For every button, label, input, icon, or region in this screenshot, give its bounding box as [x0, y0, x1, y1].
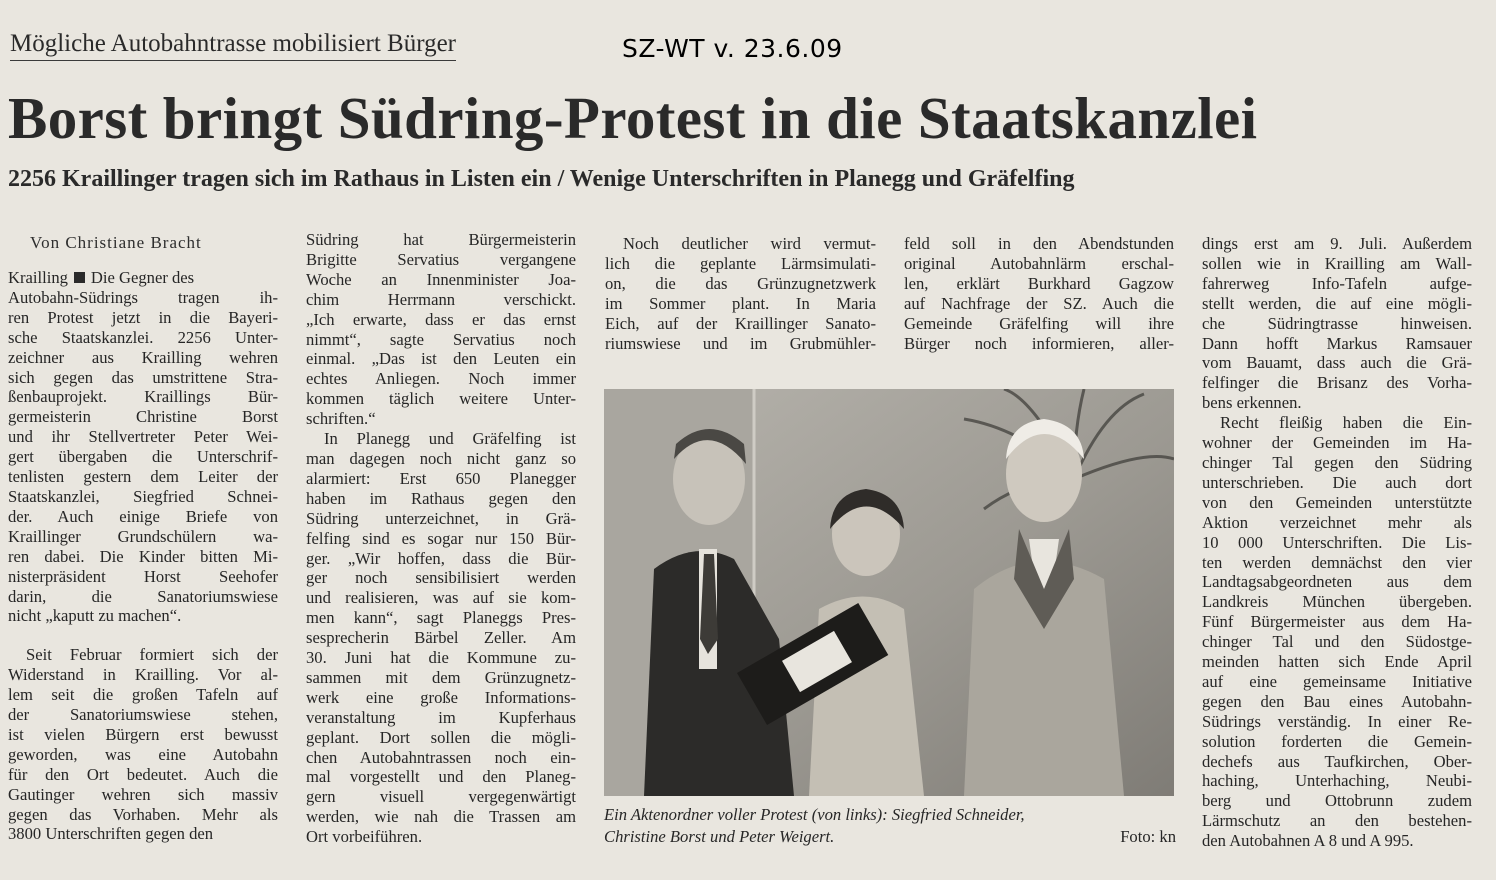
text-line: gegen den Bau eines Autobahn- — [1202, 691, 1472, 711]
text-line: Gautinger wehren sich massiv — [8, 784, 278, 804]
text-line: von den Gemeinden unterstützte — [1202, 492, 1472, 512]
text-line: Die Gegner des — [90, 268, 195, 287]
text-line: werk eine große Informations- — [306, 687, 576, 707]
column-3 — [605, 234, 876, 353]
text-line: nisterpräsident Horst Seehofer — [8, 566, 278, 586]
text-line: sche Staatskanzlei. 2256 Unter- — [8, 327, 278, 347]
photo-credit: Foto: kn — [1120, 827, 1176, 846]
text-line: germeisterin Christine Borst — [8, 407, 278, 427]
text-line: meinden hatten sich Ende April — [1202, 652, 1472, 672]
byline: Von Christiane Bracht — [30, 233, 202, 252]
lead-lines — [8, 288, 278, 626]
lead-first-line — [8, 268, 278, 288]
caption-line-1: Ein Aktenordner voller Protest (von links): Siegfried Schneider, — [604, 805, 1025, 824]
text-line: für den Ort bedeutet. Auch die — [8, 764, 278, 784]
text-line: sammen mit dem Grünzugnetz- — [306, 667, 576, 687]
text-line: Recht fleißig haben die Ein- — [1220, 413, 1472, 433]
text-line: Lärmschutz an den bestehen- — [1202, 811, 1472, 831]
text-line: Autobahn-Südrings tragen ih- — [8, 287, 278, 307]
text-line: Gemeinde Gräfelfing will ihre — [904, 313, 1174, 333]
text-line: echtes Anliegen. Noch immer — [306, 369, 576, 389]
text-line: veranstaltung im Kupferhaus — [306, 707, 576, 727]
text-line: Landkreis München übergeben. — [1202, 592, 1472, 612]
text-line: der Sanatoriumswiese stehen, — [8, 705, 278, 725]
text-line: Aktion verzeichnet mehr als — [1202, 512, 1472, 532]
text-line: feld soll in den Abendstunden — [904, 234, 1174, 253]
text-line: nimmt“, sagte Servatius noch — [306, 329, 576, 349]
text-line: stellt werden, die auf eine mögli- — [1202, 293, 1472, 313]
text-line: haben im Rathaus gegen den — [306, 488, 576, 508]
text-line: chinger Tal gegen den Südring — [1202, 452, 1472, 472]
text-line: men kann“, sagt Planeggs Pres- — [306, 608, 576, 628]
text-line: zeichner aus Krailling wehren — [8, 347, 278, 367]
text-line: ren dabei. Die Kinder bitten Mi- — [8, 546, 278, 566]
photo-caption — [604, 804, 1176, 848]
text-line: Bürger noch informieren, aller- — [904, 333, 1174, 353]
column-5 — [1202, 234, 1472, 851]
dateline-square-icon — [74, 272, 85, 283]
text-line: geworden, was eine Autobahn — [8, 744, 278, 764]
text-line: dings erst am 9. Juli. Außerdem — [1202, 234, 1472, 253]
text-line: schriften.“ — [306, 409, 376, 429]
kicker: Mögliche Autobahntrasse mobilisiert Bürger — [10, 30, 456, 61]
text-line: gegen das Vorhaben. Mehr als — [8, 804, 278, 824]
text-line: In Planegg und Gräfelfing ist — [324, 429, 576, 449]
photo — [604, 389, 1174, 796]
text-line: felfinger die Brisanz des Vorha- — [1202, 373, 1472, 393]
text-line: felfing sind es sogar nur 150 Bür- — [306, 528, 576, 548]
text-line: 10 000 Unterschriften. Die Lis- — [1202, 532, 1472, 552]
text-line: Ort vorbeiführen. — [306, 827, 423, 847]
dateline: Krailling — [8, 268, 68, 287]
text-line: dechefs aus Taufkirchen, Ober- — [1202, 751, 1472, 771]
text-line: kommen täglich weitere Unter- — [306, 389, 576, 409]
text-line: Seit Februar formiert sich der — [26, 645, 278, 665]
text-line: darin, die Sanatoriumswiese — [8, 586, 278, 606]
text-line: ist vielen Bürgern erst bewusst — [8, 724, 278, 744]
text-line: chim Herrmann verschickt. — [306, 289, 576, 309]
text-line: solution forderten die Gemein- — [1202, 731, 1472, 751]
text-line: Landtagsabgeordneten aus dem — [1202, 572, 1472, 592]
text-line: riumswiese und im Grubmühler- — [605, 333, 876, 353]
text-line: fahrerweg Info-Tafeln aufge- — [1202, 273, 1472, 293]
text-line: sich gegen das umstrittene Stra- — [8, 367, 278, 387]
text-line: on, die das Grünzugnetzwerk — [605, 273, 876, 293]
text-line: „Ich erwarte, dass er das ernst — [306, 309, 576, 329]
text-line: einmal. „Das ist den Leuten ein — [306, 349, 576, 369]
subheadline: 2256 Kraillinger tragen sich im Rathaus in Listen ein / Wenige Unterschriften in Planegg und Gräfelfing — [8, 166, 1075, 192]
text-line: den Autobahnen A 8 und A 995. — [1202, 831, 1414, 851]
text-line: Südring hat Bürgermeisterin — [306, 230, 576, 249]
text-line: man dagegen noch nicht ganz so — [306, 448, 576, 468]
text-line: geplant. Dort sollen die mögli- — [306, 727, 576, 747]
photo-illustration — [604, 389, 1174, 796]
text-line: Widerstand in Krailling. Vor al- — [8, 665, 278, 685]
text-line: sollen wie in Krailling am Wall- — [1202, 253, 1472, 273]
text-line: lich die geplante Lärmsimulati- — [605, 253, 876, 273]
text-line: chinger Tal und den Südostge- — [1202, 632, 1472, 652]
text-line: gern visuell vergegenwärtigt — [306, 787, 576, 807]
body-paragraph — [8, 645, 278, 844]
text-line: original Autobahnlärm erschal- — [904, 253, 1174, 273]
text-line: che Südringtrasse hinweisen. — [1202, 313, 1472, 333]
text-line: Südrings verständig. In einer Re- — [1202, 711, 1472, 731]
text-line: lem seit die großen Tafeln auf — [8, 685, 278, 705]
text-line: 3800 Unterschriften gegen den — [8, 824, 214, 844]
text-line: len, erklärt Burkhard Gagzow — [904, 273, 1174, 293]
text-line: chen Autobahntrassen noch ein- — [306, 747, 576, 767]
text-line: werden, wie nah die Trassen am — [306, 807, 576, 827]
text-line: Kraillinger Grundschülern wa- — [8, 526, 278, 546]
text-line: mal vorgestellt und den Planeg- — [306, 767, 576, 787]
source-note: SZ-WT v. 23.6.09 — [622, 34, 843, 63]
text-line: haching, Unterhaching, Neubi- — [1202, 771, 1472, 791]
text-line: Noch deutlicher wird vermut- — [623, 234, 876, 253]
caption-line-2: Christine Borst und Peter Weigert. — [604, 827, 835, 846]
text-line: berg und Ottobrunn zudem — [1202, 791, 1472, 811]
column-2 — [306, 230, 576, 847]
text-line: ren Protest jetzt in die Bayeri- — [8, 307, 278, 327]
text-line: alarmiert: Erst 650 Planegger — [306, 468, 576, 488]
text-line: 30. Juni hat die Kommune zu- — [306, 648, 576, 668]
text-line: wohner der Gemeinden im Ha- — [1202, 433, 1472, 453]
text-line: Woche an Innenminister Joa- — [306, 269, 576, 289]
text-line: ger. „Wir hoffen, dass die Bür- — [306, 548, 576, 568]
text-line: Südring unterzeichnet, in Grä- — [306, 508, 576, 528]
headline: Borst bringt Südring-Protest in die Staatskanzlei — [8, 85, 1258, 151]
text-line: und ihr Stellvertreter Peter Wei- — [8, 427, 278, 447]
text-line: Dann hofft Markus Ramsauer — [1202, 333, 1472, 353]
text-line: ger noch sensibilisiert werden — [306, 568, 576, 588]
text-line: der. Auch einige Briefe von — [8, 506, 278, 526]
column-1 — [8, 268, 278, 844]
lead-paragraph — [8, 268, 278, 626]
text-line: Staatskanzlei, Siegfried Schnei- — [8, 486, 278, 506]
column-4 — [904, 234, 1174, 353]
text-line: gert übergaben die Unterschrif- — [8, 447, 278, 467]
text-line: vom Bauamt, dass auch die Grä- — [1202, 353, 1472, 373]
text-line: Eich, auf der Kraillinger Sanato- — [605, 313, 876, 333]
text-line: ten werden demnächst den vier — [1202, 552, 1472, 572]
text-line: im Sommer plant. In Maria — [605, 293, 876, 313]
text-line: tenlisten gestern dem Leiter der — [8, 467, 278, 487]
text-line: nicht „kaputt zu machen“. — [8, 606, 182, 626]
text-line: sesprecherin Bärbel Zeller. Am — [306, 628, 576, 648]
text-line: auf Nachfrage der SZ. Auch die — [904, 293, 1174, 313]
text-line: Fünf Bürgermeister aus dem Ha- — [1202, 612, 1472, 632]
text-line: und realisieren, was auf sie kom- — [306, 588, 576, 608]
text-line: Brigitte Servatius vergangene — [306, 249, 576, 269]
text-line: unterschrieben. Die auch dort — [1202, 472, 1472, 492]
text-line: ßenbauprojekt. Kraillings Bür- — [8, 387, 278, 407]
text-line: bens erkennen. — [1202, 393, 1302, 413]
text-line: auf eine gemeinsame Initiative — [1202, 671, 1472, 691]
